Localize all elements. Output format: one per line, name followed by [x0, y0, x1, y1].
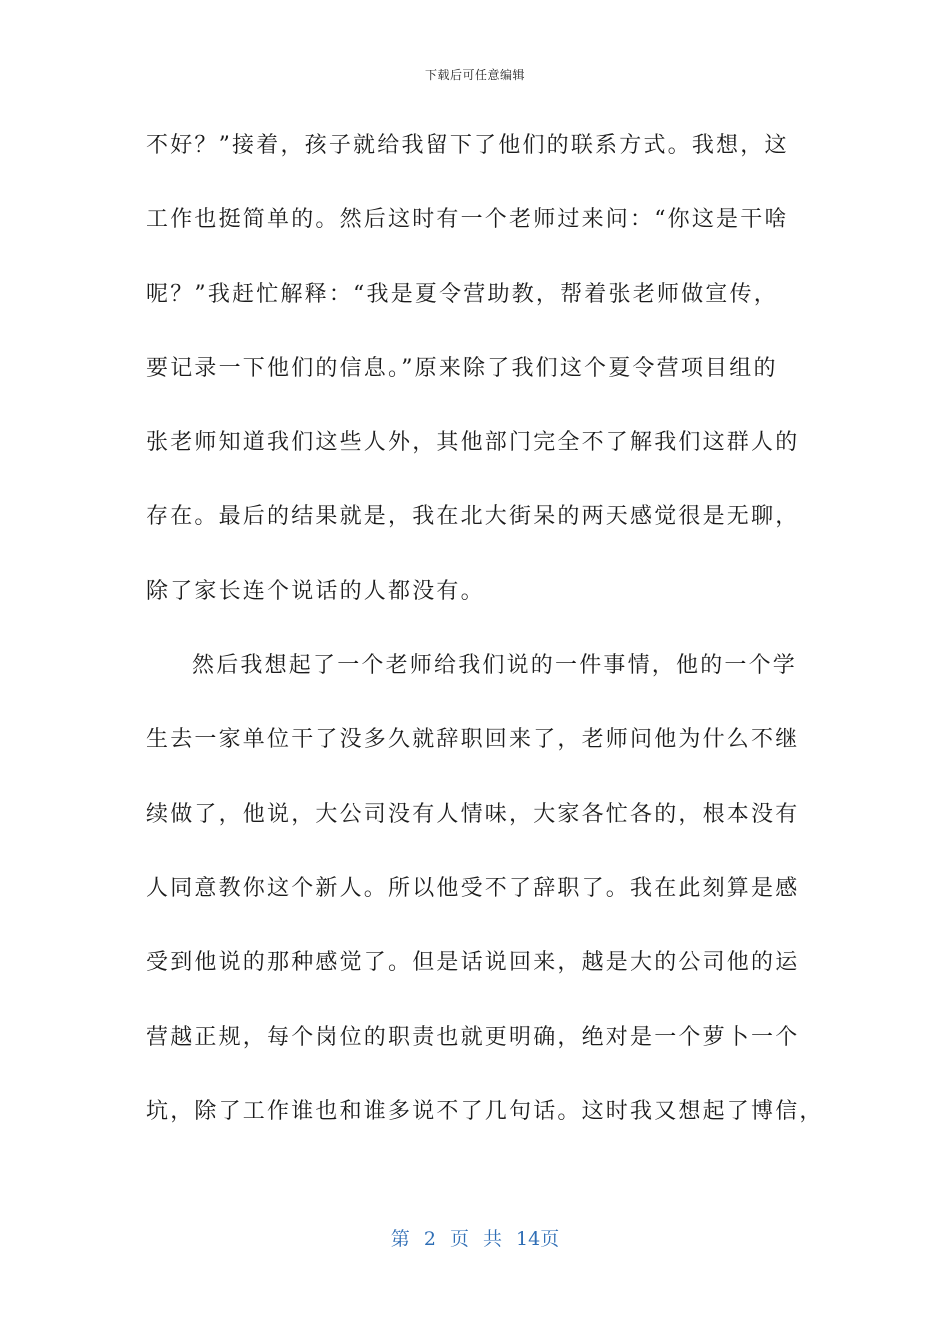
text-line: 营越正规，每个岗位的职责也就更明确，绝对是一个萝卜一个 [146, 1024, 800, 1050]
text-line: 生去一家单位干了没多久就辞职回来了，老师问他为什么不继 [146, 727, 800, 753]
text-line: 受到他说的那种感觉了。但是话说回来，越是大的公司他的运 [146, 950, 800, 976]
page-header: 下载后可任意编辑 [424, 68, 525, 82]
text-line: 除了家长连个说话的人都没有。 [146, 578, 485, 604]
text-line: 存在。最后的结果就是，我在北大街呆的两天感觉很是无聊， [146, 504, 800, 530]
text-line: 坑，除了工作谁也和谁多说不了几句话。这时我又想起了博信， [146, 1098, 824, 1124]
text-line: 人同意教你这个新人。所以他受不了辞职了。我在此刻算是感 [146, 875, 800, 901]
text-line: 要记录一下他们的信息。”原来除了我们这个夏令营项目组的 [146, 355, 778, 381]
text-line: 张老师知道我们这些人外，其他部门完全不了解我们这群人的 [146, 430, 800, 456]
paragraph-first-line: 然后我想起了一个老师给我们说的一件事情，他的一个学 [192, 653, 798, 679]
page-number-footer: 第 2 页 共 14页 [390, 1228, 560, 1250]
text-line: 工作也挺简单的。然后这时有一个老师过来问：“你这是干啥 [146, 207, 789, 233]
text-line: 续做了，他说，大公司没有人情味，大家各忙各的，根本没有 [146, 801, 800, 827]
document-body [146, 126, 824, 1166]
text-line: 不好？”接着，孩子就给我留下了他们的联系方式。我想，这 [146, 133, 789, 158]
text-line: 呢？”我赶忙解释：“我是夏令营助教，帮着张老师做宣传， [146, 281, 778, 307]
